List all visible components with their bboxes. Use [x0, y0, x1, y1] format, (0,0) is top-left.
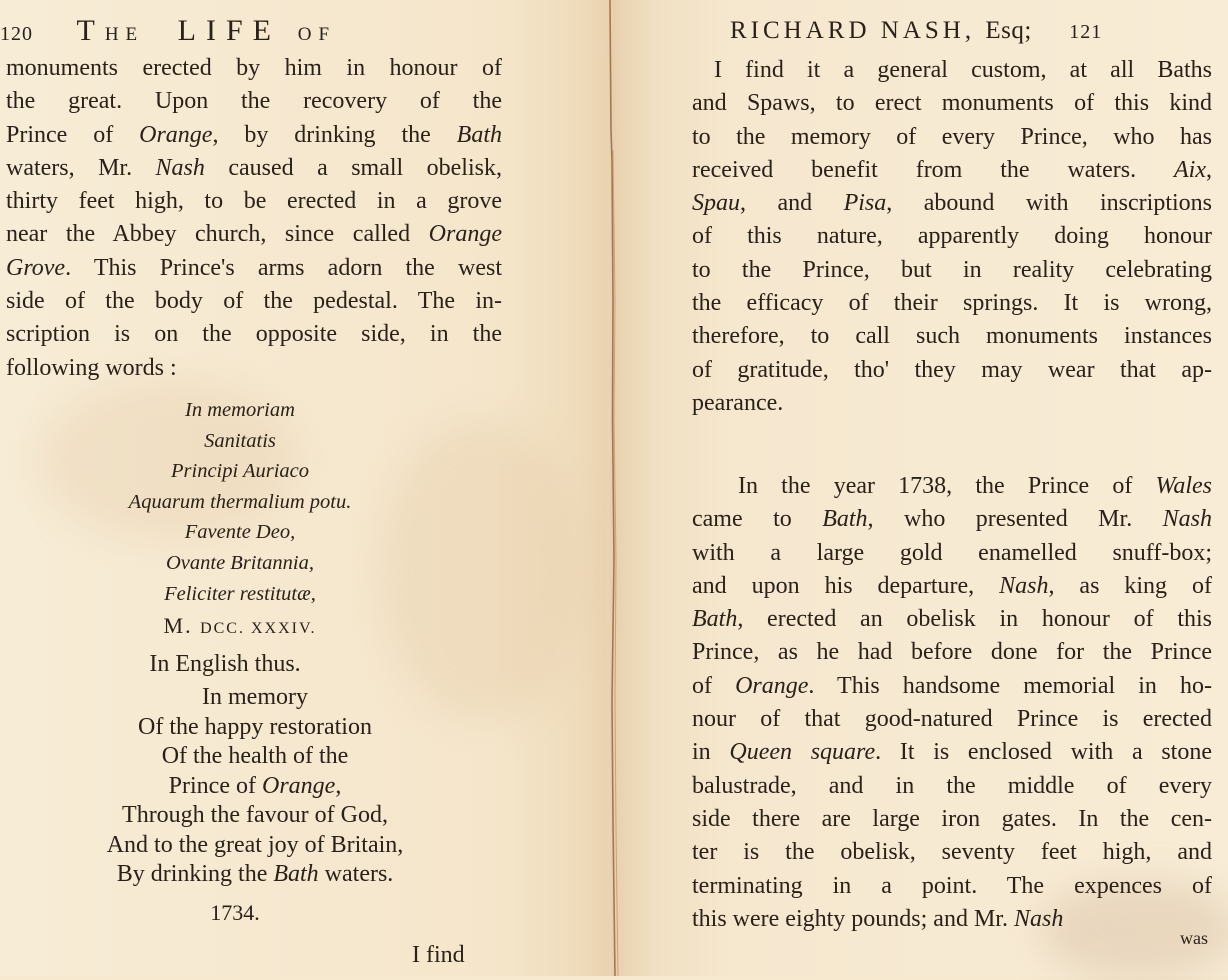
text-line: waters, Mr. Nash caused a small obelisk,	[6, 154, 502, 181]
text-line: this were eighty pounds; and Mr. Nash	[692, 905, 1064, 932]
text-line: monuments erected by him in honour of	[6, 55, 502, 81]
running-header-left	[0, 14, 336, 48]
text-line: near the Abbey church, since called Orange	[6, 221, 502, 248]
text-line: scription is on the opposite side, in the	[6, 321, 502, 348]
text-line: came to Bath, who presented Mr. Nash	[692, 506, 1212, 533]
text-line: side of the body of the pedestal. The in-	[6, 288, 502, 315]
right-paragraph-1	[692, 54, 1212, 420]
page-number: 120	[0, 23, 33, 45]
text-line: terminating in a point. The expences of	[692, 872, 1212, 899]
text-line: of this nature, apparently doing honour	[692, 223, 1212, 250]
text-line: received benefit from the waters. Aix,	[692, 156, 1212, 183]
text-line: By drinking the Bath waters.	[116, 861, 394, 887]
text-line: Prince of Orange,	[168, 772, 342, 799]
running-title: THE LIFE OF	[76, 14, 337, 47]
text-line: Favente Deo,	[184, 521, 296, 544]
text-line: the great. Upon the recovery of the	[6, 88, 502, 115]
text-line: to the memory of every Prince, who has	[692, 123, 1212, 150]
latin-inscription	[0, 395, 480, 645]
running-header-right	[730, 14, 1102, 45]
text-line: Of the happy restoration	[138, 713, 372, 740]
text-line: Bath, erected an obelisk in honour of this	[692, 606, 1212, 633]
catchword-right: was	[1180, 928, 1208, 948]
text-line: Principi Auriaco	[171, 460, 309, 483]
running-title: RICHARD NASH, Esq;	[730, 17, 1032, 44]
text-line: Prince of Orange, by drinking the Bath	[6, 121, 502, 148]
text-line: side there are large iron gates. In the cen-	[692, 805, 1212, 832]
text-line: with a large gold enamelled snuff-box;	[692, 539, 1212, 566]
text-line: to the Prince, but in reality celebrating	[692, 256, 1212, 283]
right-paragraph-2	[692, 470, 1212, 936]
text-line: In the year 1738, the Prince of Wales	[738, 473, 1212, 499]
text-line: nour of that good-natured Prince is erected	[692, 706, 1212, 733]
text-line: Sanitatis	[204, 429, 276, 452]
text-line: ter is the obelisk, seventy feet high, and	[692, 839, 1212, 866]
english-year: 1734.	[210, 899, 260, 925]
text-line: balustrade, and in the middle of every	[692, 772, 1212, 799]
text-line: Grove. This Prince's arms adorn the west	[6, 254, 502, 281]
text-line: Through the favour of God,	[122, 802, 388, 828]
text-line: of gratitude, tho' they may wear that ap-	[692, 356, 1212, 383]
english-translation	[0, 645, 510, 926]
catchword-left: I find	[412, 942, 465, 968]
text-line: In memory	[202, 684, 308, 710]
text-line: following words :	[6, 354, 177, 381]
text-line: In memoriam	[185, 399, 295, 421]
text-line: I find it a general custom, at all Baths	[714, 57, 1212, 83]
text-line: And to the great joy of Britain,	[106, 831, 404, 858]
inscription-date: M. DCC. XXXIV.	[163, 613, 317, 639]
text-line: Of the health of the	[161, 743, 349, 769]
text-line: Feliciter restitutæ,	[164, 582, 316, 605]
text-line: the efficacy of their springs. It is wrong,	[692, 290, 1212, 317]
text-line: and Spaws, to erect monuments of this kind	[692, 90, 1212, 117]
text-line: in Queen square. It is enclosed with a stone	[692, 739, 1212, 766]
text-line: Ovante Britannia,	[165, 551, 315, 574]
text-line: and upon his departure, Nash, as king of	[692, 572, 1212, 599]
text-line: therefore, to call such monuments instances	[692, 323, 1212, 350]
text-line: pearance.	[692, 389, 784, 416]
book-gutter-crease	[606, 0, 620, 976]
left-body-text	[6, 52, 502, 385]
text-line: thirty feet high, to be erected in a grove	[6, 188, 502, 215]
page-number: 121	[1069, 21, 1103, 43]
text-line: of Orange. This handsome memorial in ho-	[692, 672, 1212, 699]
text-line: Prince, as he had before done for the Prince	[692, 639, 1212, 666]
english-heading: In English thus.	[149, 651, 301, 677]
text-line: Aquarum thermalium potu.	[128, 490, 352, 513]
text-line: Spau, and Pisa, abound with inscriptions	[692, 190, 1212, 217]
